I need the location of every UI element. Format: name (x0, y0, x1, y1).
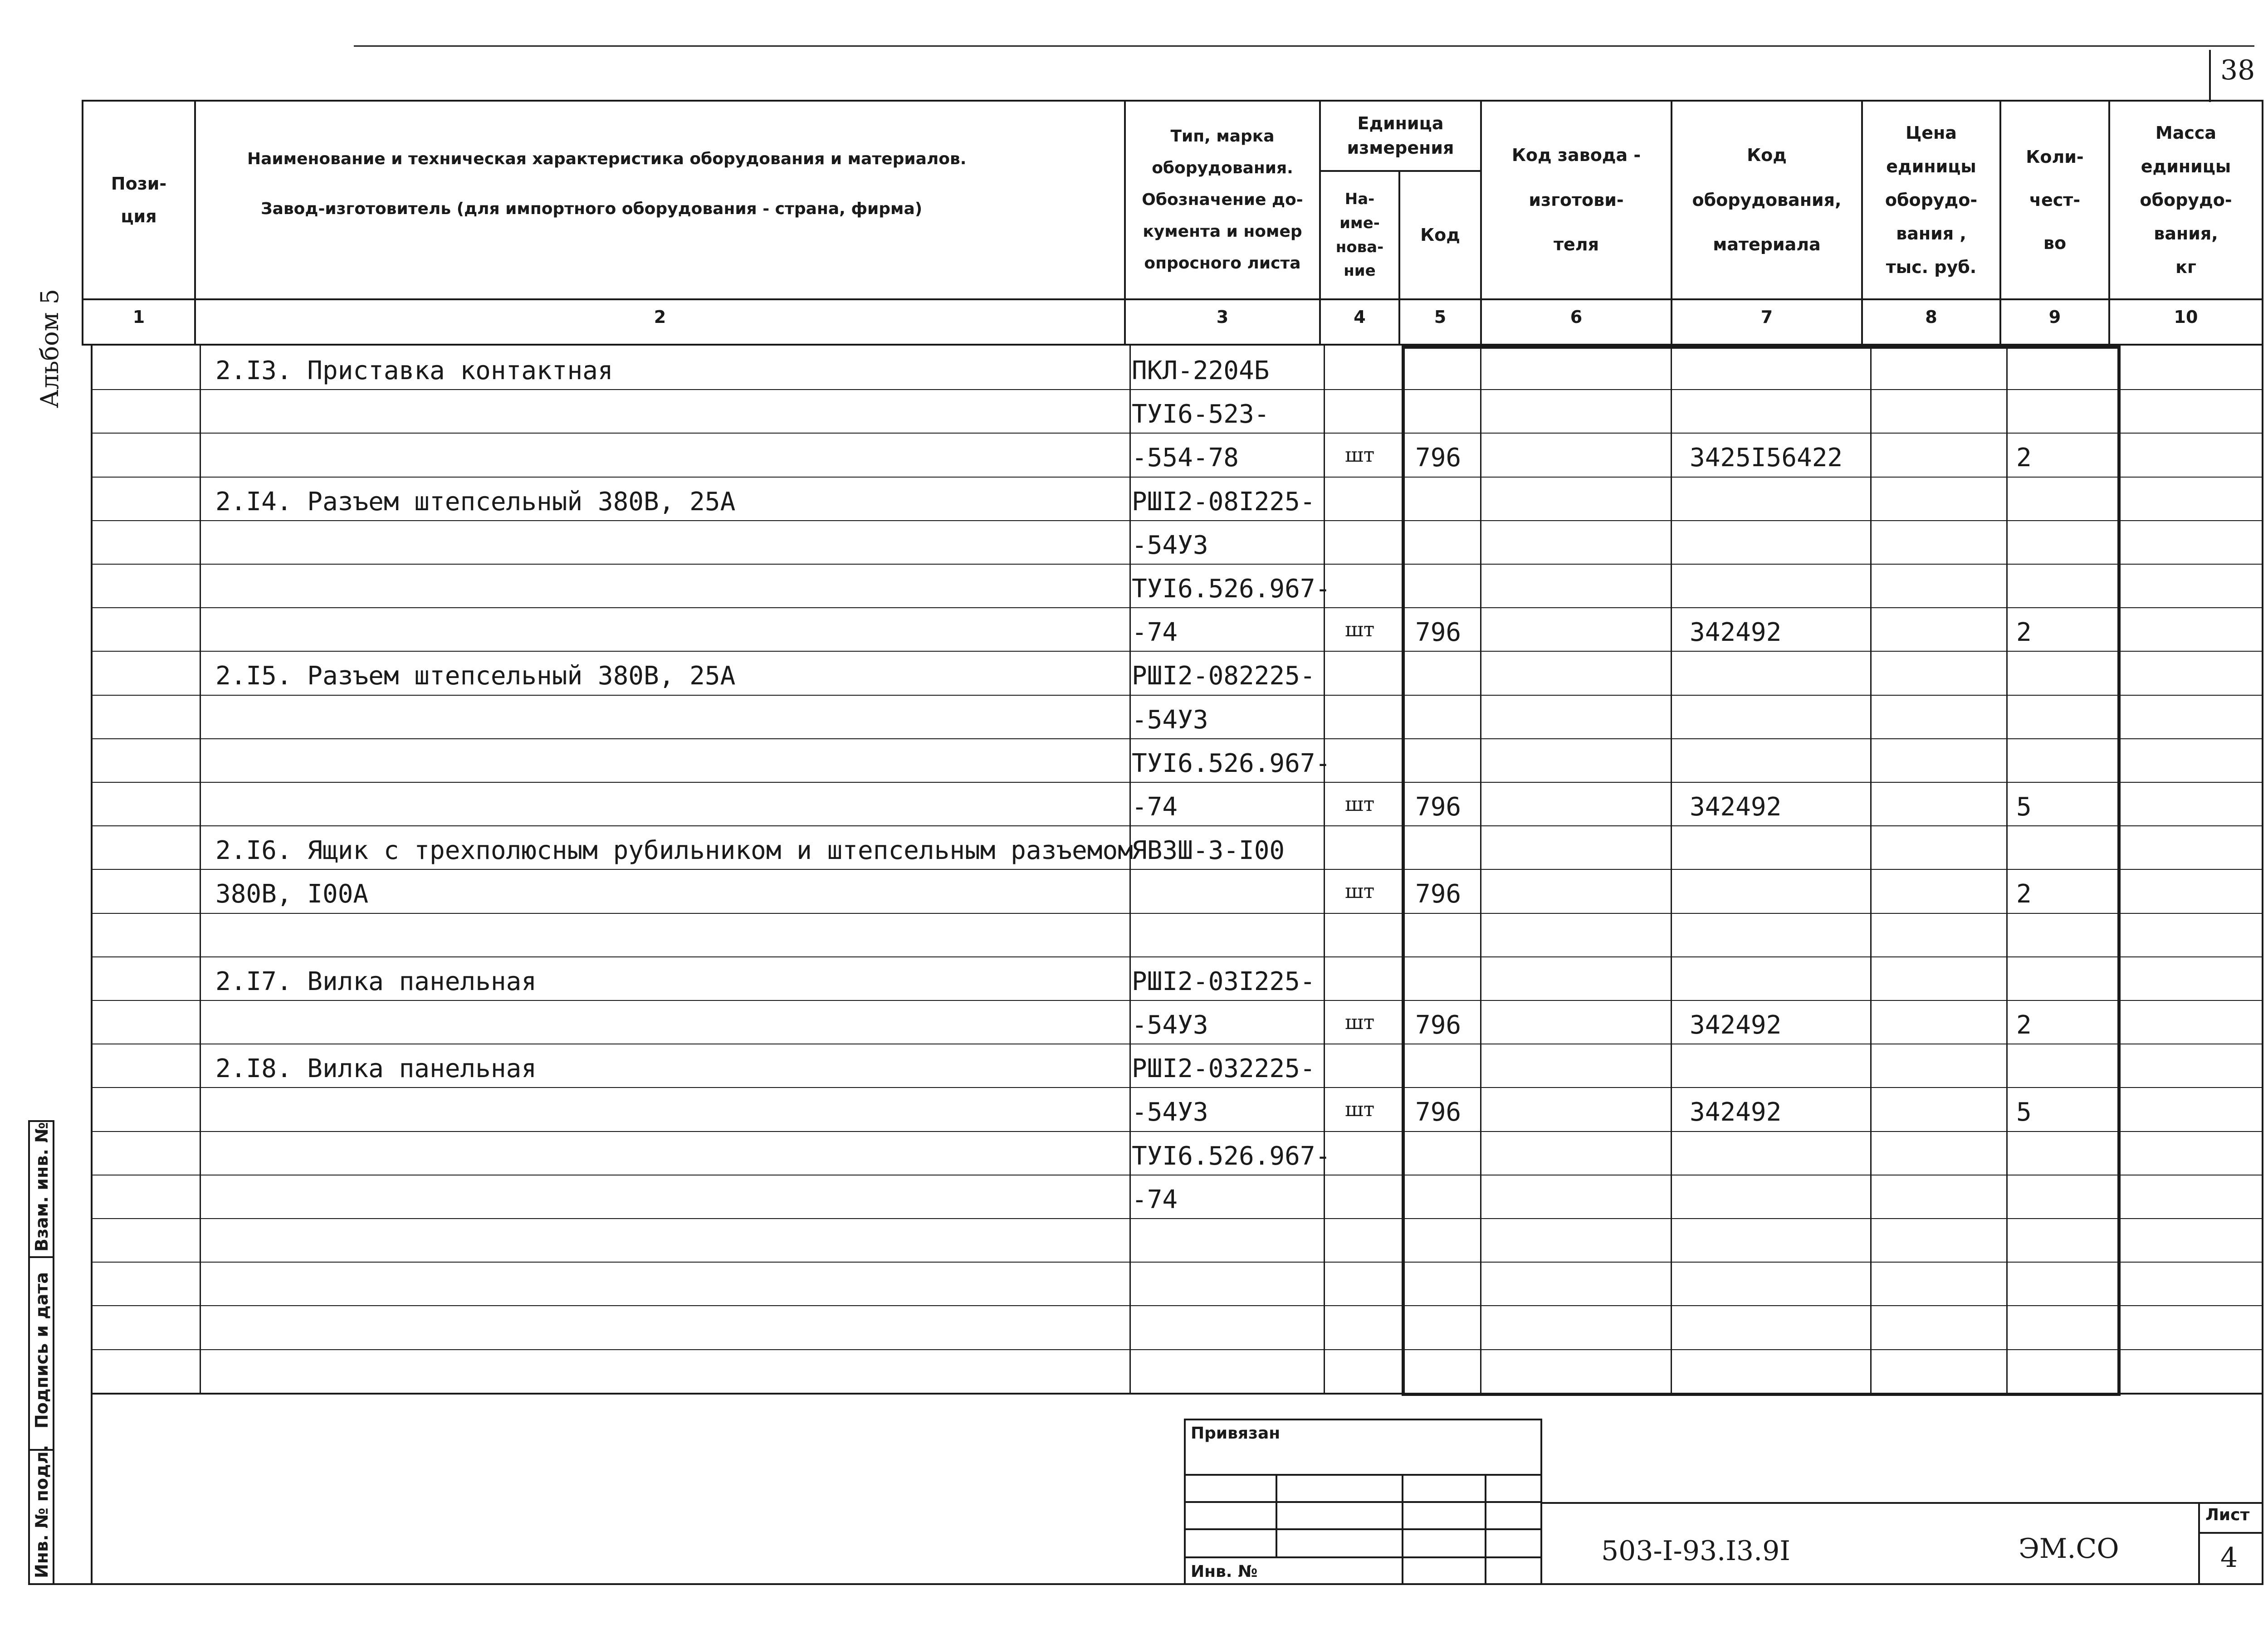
cell-quantity: 5 (2016, 1097, 2032, 1127)
header-quantity: Коли- чест- во (2026, 146, 2084, 253)
frame-right (2262, 345, 2263, 1585)
header-equipment-code: Код оборудования, материала (1692, 145, 1842, 255)
cell-type: РШI2-082225- (1132, 661, 1315, 691)
cell-unit-code: 796 (1415, 792, 1461, 822)
cell-unit-code: 796 (1415, 1097, 1461, 1127)
inv-no-label: Инв. № (1191, 1562, 1258, 1581)
header-unit-group: Единица измерения (1347, 113, 1454, 158)
list-number: 4 (2220, 1542, 2238, 1574)
list-box-divider (2198, 1532, 2263, 1534)
colnum-2: 2 (654, 307, 666, 327)
header-unit-code: Код (1420, 225, 1460, 245)
cell-type: -54У3 (1132, 705, 1208, 735)
cell-name: 2.I5. Разъем штепсельный 380В, 25А (215, 661, 736, 691)
body-vline (1671, 346, 1672, 1393)
bold-box-left (1402, 346, 1405, 1395)
margin-stamp-mid (53, 1120, 54, 1585)
cell-unit: шт (1345, 880, 1375, 903)
cell-quantity: 2 (2016, 1010, 2032, 1040)
cell-unit-code: 796 (1415, 1010, 1461, 1040)
header-mass: Масса единицы оборудо- вания, кг (2140, 122, 2232, 278)
row-separator (91, 1175, 2263, 1176)
margin-inv-podl: Инв. № подл. (32, 1444, 52, 1578)
row-separator (91, 782, 2263, 783)
row-separator (91, 869, 2263, 870)
cell-quantity: 5 (2016, 792, 2032, 822)
privyazan-col1 (1276, 1474, 1277, 1558)
body-vline (1480, 346, 1481, 1393)
privyazan-col3 (1485, 1474, 1486, 1584)
cell-type: ПКЛ-2204Б (1132, 356, 1270, 385)
privyazan-row2 (1184, 1501, 1542, 1503)
cell-name: 380В, I00А (215, 879, 369, 909)
cell-type: -74 (1132, 1185, 1178, 1215)
margin-stamp-left (28, 1120, 30, 1585)
list-box-left (2198, 1502, 2200, 1584)
row-separator (91, 1305, 2263, 1306)
row-separator (91, 477, 2263, 478)
header-position: Пози- ция (111, 173, 167, 226)
cell-equipment-code: 342492 (1690, 1010, 1782, 1040)
hdr-vline-10 (2262, 100, 2263, 345)
privyazan-label: Привязан (1191, 1424, 1281, 1443)
privyazan-top (1184, 1419, 1542, 1420)
document-code: 503-I-93.I3.9I (1601, 1535, 1791, 1567)
cell-type: -54У3 (1132, 1010, 1208, 1040)
cell-name: 2.I4. Разъем штепсельный 380В, 25А (215, 487, 736, 517)
bold-box-bottom (1402, 1393, 2121, 1396)
row-separator (91, 956, 2263, 957)
cell-name: 2.I6. Ящик с трехполюсным рубильником и штепсельным разъемом (215, 836, 1133, 865)
cell-unit: шт (1345, 618, 1375, 641)
colnum-8: 8 (1925, 307, 1937, 327)
top-rule (354, 45, 2254, 47)
header-name-line2: Завод-изготовитель (для импортного оборудования - страна, фирма) (261, 200, 923, 218)
privyazan-col2 (1402, 1474, 1403, 1584)
cell-type: ТУI6.526.967- (1132, 749, 1331, 778)
row-separator (91, 1349, 2263, 1350)
header-factory-code: Код завода - изготови- теля (1511, 145, 1641, 255)
body-vline (2006, 346, 2008, 1393)
cell-type: -54У3 (1132, 531, 1208, 560)
cell-type: -554-78 (1132, 443, 1239, 473)
cell-equipment-code: 342492 (1690, 618, 1782, 647)
row-separator (91, 825, 2263, 826)
colnum-7: 7 (1760, 307, 1773, 327)
row-separator (91, 651, 2263, 652)
cell-type: РШI2-03I225- (1132, 967, 1315, 996)
titleblock-top (1540, 1502, 2263, 1504)
row-separator (91, 738, 2263, 739)
colnum-5: 5 (1434, 307, 1447, 327)
row-separator (91, 695, 2263, 696)
cell-name: 2.I8. Вилка панельная (215, 1054, 537, 1083)
colnum-3: 3 (1216, 307, 1229, 327)
cell-type: РШI2-08I225- (1132, 487, 1315, 517)
row-separator (91, 1218, 2263, 1219)
bold-box-top (1402, 346, 2121, 349)
row-separator (91, 1087, 2263, 1088)
cell-quantity: 2 (2016, 879, 2032, 909)
frame-left (91, 344, 93, 1585)
cell-unit: шт (1345, 444, 1375, 467)
row-separator (91, 520, 2263, 521)
colnum-6: 6 (1570, 307, 1583, 327)
frame-bottom (28, 1583, 2263, 1585)
sheet-number: 38 (2220, 54, 2255, 86)
row-separator (91, 433, 2263, 434)
privyazan-row4 (1184, 1556, 1542, 1558)
cell-type: -74 (1132, 618, 1178, 647)
row-separator (91, 1000, 2263, 1001)
row-separator (91, 913, 2263, 914)
body-vline (1324, 346, 1325, 1393)
cell-type: ТУI6-523- (1132, 400, 1270, 429)
privyazan-row1 (1184, 1474, 1542, 1476)
list-label: Лист (2205, 1506, 2250, 1524)
body-vline (1870, 346, 1872, 1393)
cell-unit: шт (1345, 1011, 1375, 1034)
header-unit-name: На- име- нова- ние (1335, 190, 1384, 280)
cell-type: ТУI6.526.967- (1132, 1141, 1331, 1171)
margin-vzam-inv: Взам. инв. № (32, 1122, 52, 1252)
cell-unit: шт (1345, 793, 1375, 816)
colnum-4: 4 (1354, 307, 1366, 327)
cell-equipment-code: 342492 (1690, 1097, 1782, 1127)
cell-unit-code: 796 (1415, 879, 1461, 909)
bold-box-right (2117, 346, 2121, 1395)
header-price: Цена единицы оборудо- вания , тыс. руб. (1885, 122, 1978, 278)
cell-quantity: 2 (2016, 618, 2032, 647)
row-separator (91, 564, 2263, 565)
header-type: Тип, марка оборудования. Обозначение до- кумента и номер опросного листа (1142, 127, 1303, 273)
cell-type: -74 (1132, 792, 1178, 822)
sheet-number-divider (2209, 50, 2211, 102)
row-separator (91, 389, 2263, 390)
colnum-10: 10 (2174, 307, 2198, 327)
album-label: Альбом 5 (35, 288, 64, 408)
header-name-line1: Наименование и техническая характеристика оборудования и материалов. (247, 150, 967, 168)
cell-unit-code: 796 (1415, 443, 1461, 473)
margin-podpis-data: Подпись и дата (32, 1272, 52, 1429)
cell-quantity: 2 (2016, 443, 2032, 473)
cell-name: 2.I7. Вилка панельная (215, 967, 537, 996)
row-separator (91, 607, 2263, 608)
cell-type: -54У3 (1132, 1097, 1208, 1127)
margin-stamp-div1 (28, 1256, 54, 1258)
cell-equipment-code: 342492 (1690, 792, 1782, 822)
cell-unit: шт (1345, 1098, 1375, 1121)
cell-type: ТУI6.526.967- (1132, 574, 1331, 604)
body-vline (1129, 346, 1131, 1393)
privyazan-row3 (1184, 1528, 1542, 1530)
row-separator (91, 1262, 2263, 1263)
colnum-1: 1 (132, 307, 145, 327)
body-vline (200, 346, 201, 1393)
document-mark: ЭМ.СО (2019, 1533, 2119, 1565)
row-separator (91, 1131, 2263, 1132)
cell-type: ЯВЗШ-3-I00 (1132, 836, 1285, 865)
colnum-9: 9 (2048, 307, 2061, 327)
cell-equipment-code: 3425I56422 (1690, 443, 1843, 473)
cell-name: 2.I3. Приставка контактная (215, 356, 613, 385)
cell-type: РШI2-032225- (1132, 1054, 1315, 1083)
cell-unit-code: 796 (1415, 618, 1461, 647)
